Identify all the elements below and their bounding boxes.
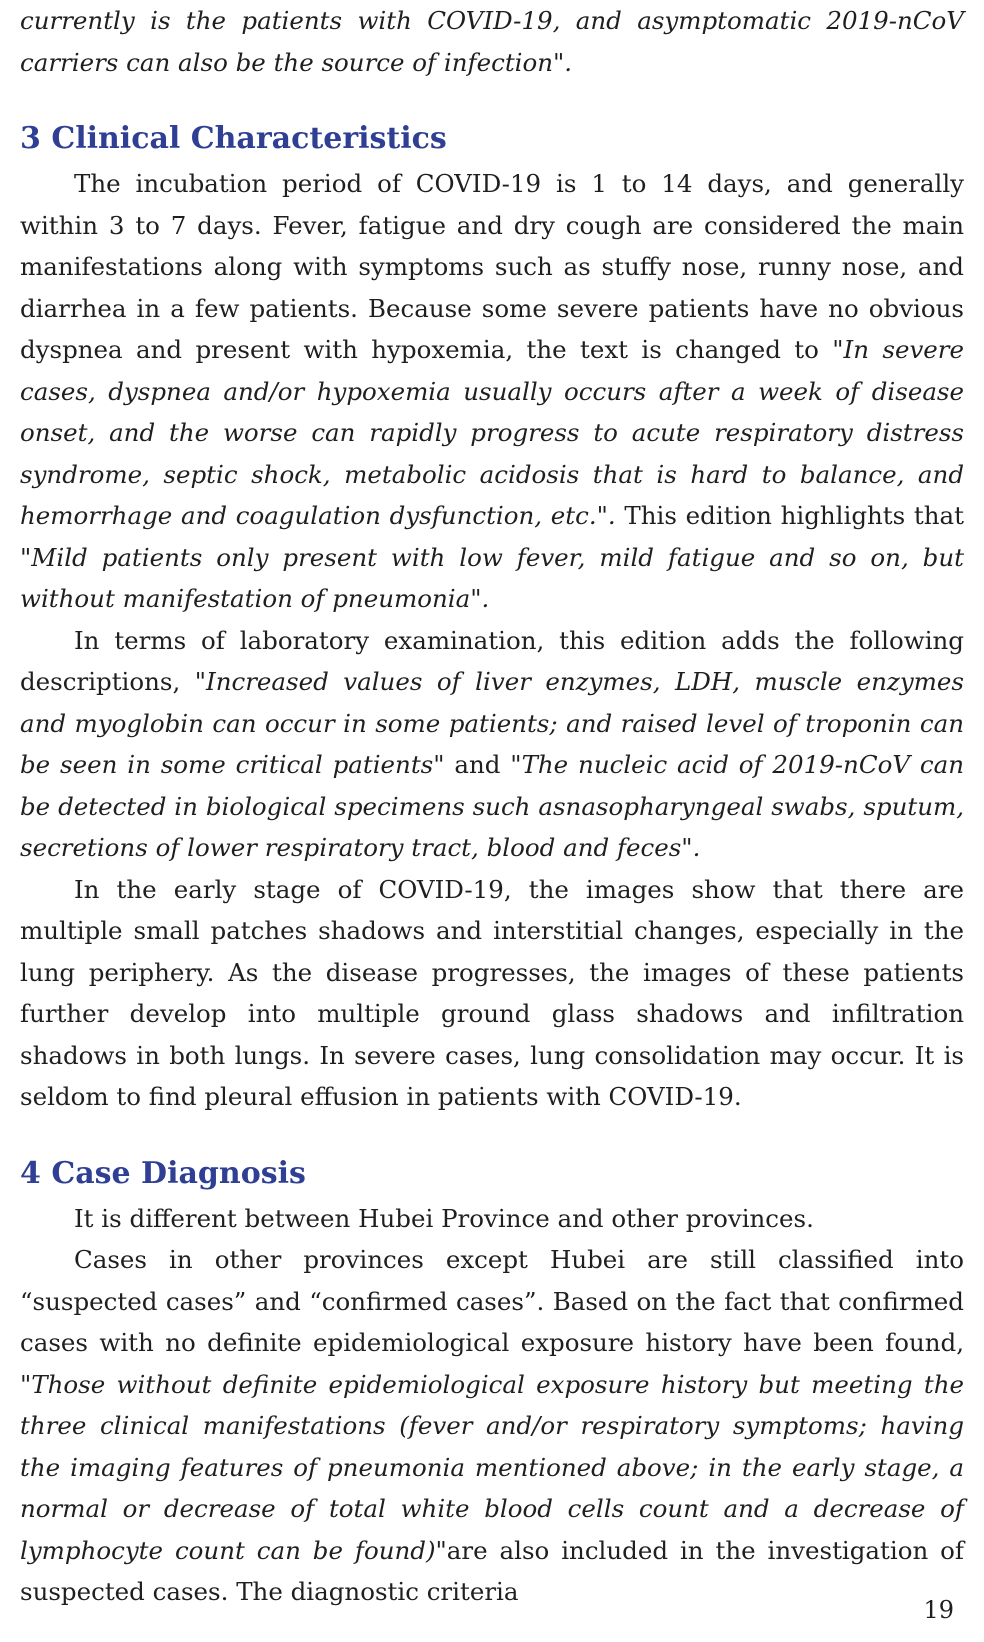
quote-span: "Mild patients only present with low fever, mild fatigue and so on, but without manifestation of pneumonia". <box>20 542 964 613</box>
text-span: This edition highlights that <box>615 501 964 530</box>
quote-span: "In severe cases, dyspnea and/or hypoxemia usually occurs after a week of disease onset, and the worse can rapidly progress to acute respiratory distress syndrome, septic shock, metabolic acidosis that is hard to balance, and hemorrhage and coagulation dysfunction, etc.". <box>20 335 964 530</box>
section-3-paragraph-1 <box>20 163 964 620</box>
text-span: The incubation period of COVID-19 is 1 to 14 days, and generally within 3 to 7 days. Fever, fatigue and dry cough are considered the main manifestations along with symptoms such as stuffy nose, runny nose, and diarrhea in a few patients. Because some severe patients have no obvious dyspnea and present with hypoxemia, the text is changed to <box>20 169 964 364</box>
quote-span: "Those without definite epidemiological exposure history but meeting the three clinical manifestations (fever and/or respiratory symptoms; having the imaging features of pneumonia mentioned above; in the early stage, a normal or decrease of total white blood cells count and a decrease of lymphocyte count can be found)" <box>20 1369 964 1565</box>
page-content <box>20 0 964 1613</box>
section-3-paragraph-2 <box>20 620 964 869</box>
section-4-heading: 4 Case Diagnosis <box>20 1155 306 1191</box>
quote-span: "Increased values of liver enzymes, LDH, muscle enzymes and myoglobin can occur in some patients; and raised level of troponin can be seen in some critical patients" <box>20 667 964 779</box>
section-3-heading: 3 Clinical Characteristics <box>20 121 447 156</box>
text-span: In terms of laboratory examination, this edition adds the following descriptions, <box>20 625 964 696</box>
quote-span: "The nucleic acid of 2019-nCoV can be detected in biological specimens such asnasopharyngeal swabs, sputum, secretions of lower respiratory tract, blood and feces". <box>20 750 964 862</box>
intro-paragraph: currently is the patients with COVID-19, and asymptomatic 2019-nCoV carriers can also be the source of infection". <box>20 6 964 77</box>
text-span: Cases in other provinces except Hubei are still classified into “suspected cases” and “confirmed cases”. Based on the fact that confirmed cases with no definite epidemiological exposure history have been found, <box>20 1245 964 1357</box>
page-number: 19 <box>923 1596 954 1624</box>
text-span: and <box>444 750 511 779</box>
text-span: are also included in the investigation of suspected cases. The diagnostic criteria <box>20 1535 964 1606</box>
section-4-paragraph-2 <box>20 1239 964 1613</box>
section-3-paragraph-3: In the early stage of COVID-19, the images show that there are multiple small patches shadows and interstitial changes, especially in the lung periphery. As the disease progresses, the images of these patients further develop into multiple ground glass shadows and infiltration shadows in both lungs. In severe cases, lung consolidation may occur. It is seldom to find pleural effusion in patients with COVID-19. <box>20 874 964 1111</box>
section-4-paragraph-1: It is different between Hubei Province and other provinces. <box>74 1203 814 1233</box>
